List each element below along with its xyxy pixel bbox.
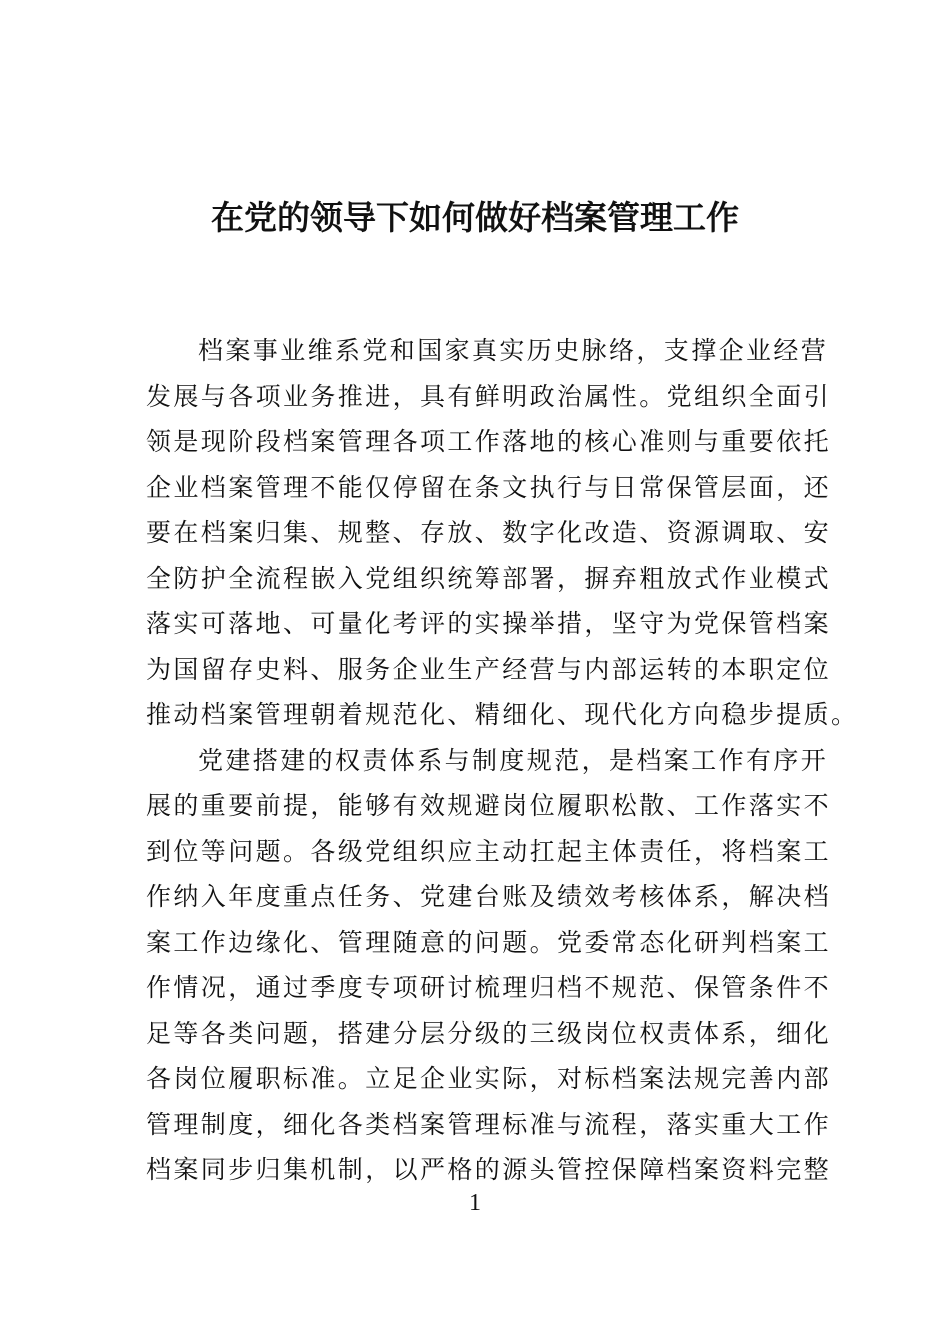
paragraph-line: 推动档案管理朝着规范化、精细化、现代化方向稳步提质。 bbox=[146, 700, 859, 729]
paragraph-line: 作情况，通过季度专项研讨梳理归档不规范、保管条件不 bbox=[146, 973, 832, 1002]
paragraph-line: 案工作边缘化、管理随意的问题。党委常态化研判档案工 bbox=[146, 927, 832, 957]
paragraph-line: 足等各类问题，搭建分层分级的三级岗位权责体系，细化 bbox=[146, 1018, 832, 1048]
paragraph-line: 作纳入年度重点任务、党建台账及绩效考核体系，解决档 bbox=[146, 882, 832, 911]
document-title: 在党的领导下如何做好档案管理工作 bbox=[211, 198, 739, 237]
paragraph-line: 档案事业维系党和国家真实历史脉络，支撑企业经营 bbox=[198, 336, 829, 365]
paragraph-line: 各岗位履职标准。立足企业实际，对标档案法规完善内部 bbox=[146, 1064, 832, 1093]
paragraph-1 bbox=[146, 328, 859, 738]
paragraph-line: 党建搭建的权责体系与制度规范，是档案工作有序开 bbox=[198, 745, 829, 775]
paragraph-2 bbox=[146, 738, 832, 1193]
paragraph-line: 为国留存史料、服务企业生产经营与内部运转的本职定位 bbox=[146, 654, 832, 684]
page-number: 1 bbox=[469, 1190, 481, 1216]
paragraph-line: 全防护全流程嵌入党组织统筹部署，摒弃粗放式作业模式 bbox=[146, 563, 832, 593]
paragraph-line: 管理制度，细化各类档案管理标准与流程，落实重大工作 bbox=[146, 1109, 832, 1139]
paragraph-line: 企业档案管理不能仅停留在条文执行与日常保管层面，还 bbox=[146, 472, 832, 502]
paragraph-line: 档案同步归集机制，以严格的源头管控保障档案资料完整 bbox=[146, 1155, 832, 1184]
paragraph-line: 要在档案归集、规整、存放、数字化改造、资源调取、安 bbox=[146, 518, 832, 547]
paragraph-line: 展的重要前提，能够有效规避岗位履职松散、工作落实不 bbox=[146, 791, 832, 820]
paragraph-line: 到位等问题。各级党组织应主动扛起主体责任，将档案工 bbox=[146, 836, 832, 866]
paragraph-line: 领是现阶段档案管理各项工作落地的核心准则与重要依托 bbox=[146, 427, 832, 456]
paragraph-line: 落实可落地、可量化考评的实操举措，坚守为党保管档案 bbox=[146, 609, 832, 638]
paragraph-line: 发展与各项业务推进，具有鲜明政治属性。党组织全面引 bbox=[146, 381, 832, 411]
document-body bbox=[146, 328, 859, 1193]
